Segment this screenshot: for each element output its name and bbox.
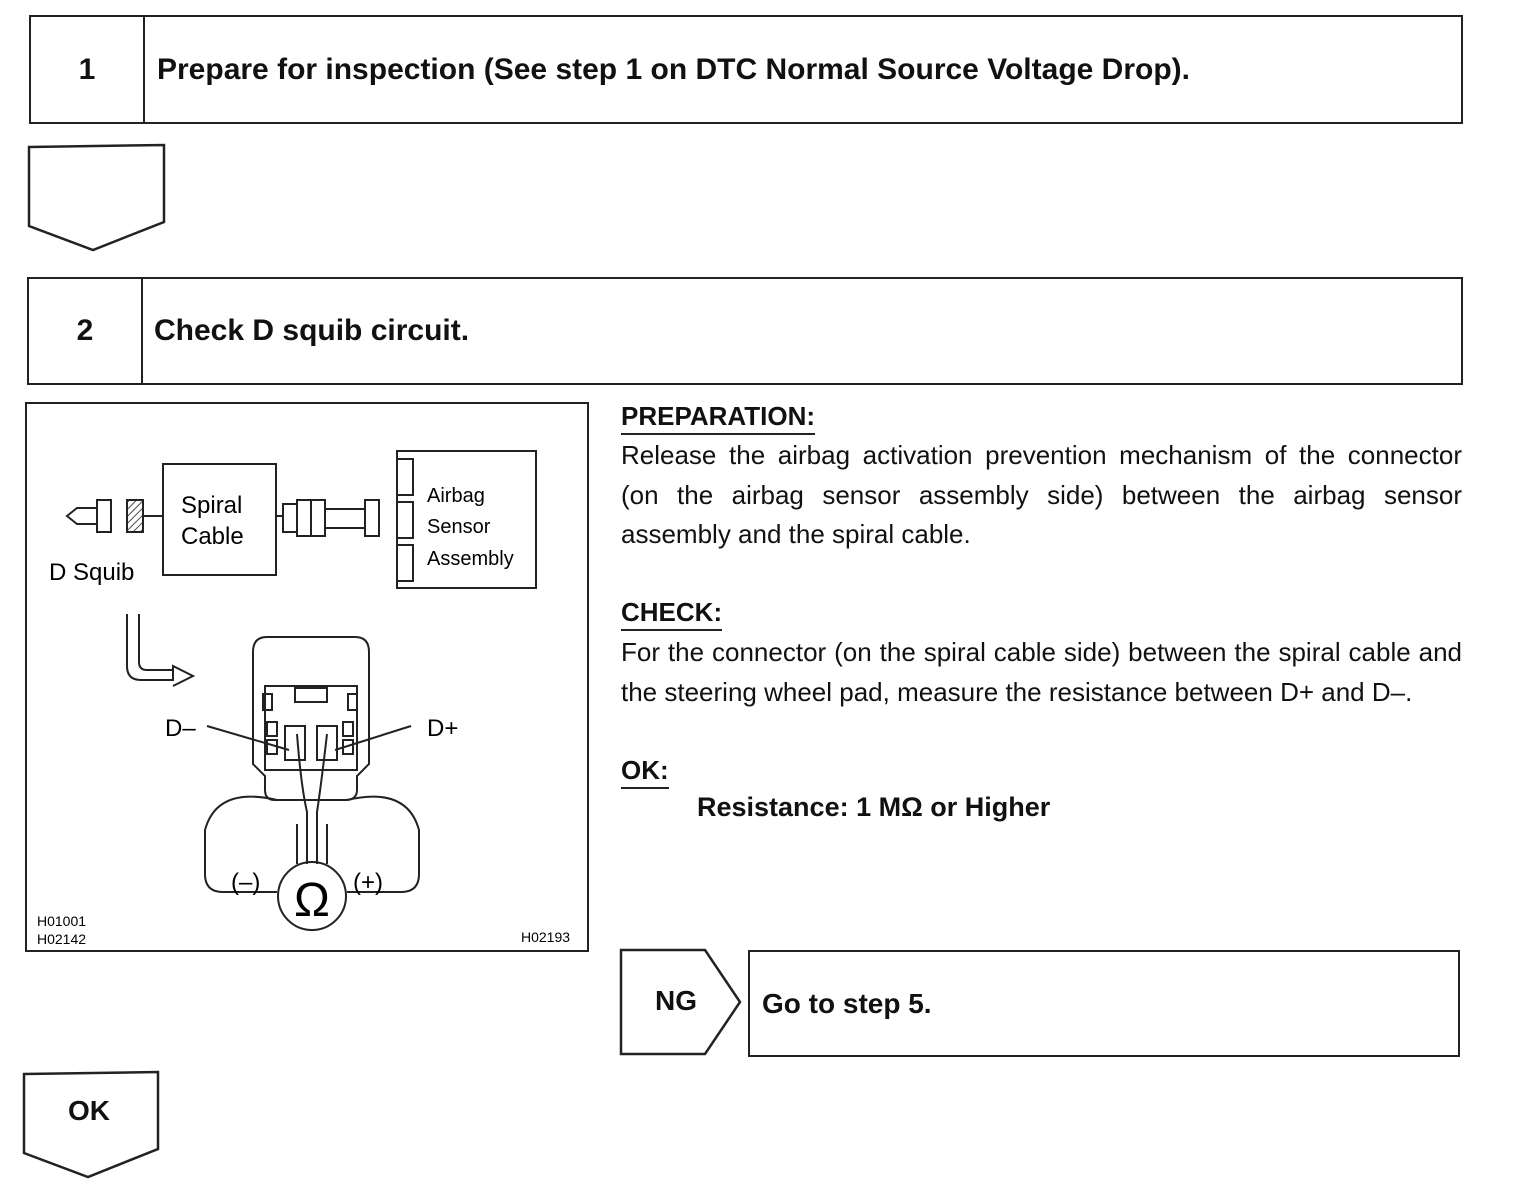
check-heading: CHECK: (621, 597, 722, 631)
bent-arrow-icon (127, 614, 193, 686)
preparation-heading: PREPARATION: (621, 401, 815, 435)
step-2-box (27, 277, 1463, 385)
step-1-number: 1 (31, 17, 145, 122)
diagram-canvas (27, 404, 587, 950)
connector-body (253, 637, 369, 800)
squib-connector-female (127, 500, 143, 532)
label-meter-plus: (+) (353, 869, 383, 896)
figure-code-2: H02142 (37, 931, 87, 947)
figure-code-1: H01001 (37, 913, 87, 929)
wiring-diagram (25, 402, 589, 952)
flow-arrow-1 (26, 142, 168, 254)
label-d-squib: D Squib (49, 559, 135, 586)
preparation-text: Release the airbag activation prevention mechanism of the connector (on the airbag sensor assembly side) between the airbag sensor assembly and the spiral cable. (621, 440, 1462, 549)
label-airbag: Airbag (427, 485, 485, 507)
spiral-cable-box (163, 464, 276, 575)
ohm-symbol: Ω (294, 874, 330, 927)
squib-plug-shape (67, 508, 97, 524)
label-d-plus: D+ (427, 715, 459, 742)
ok-label: OK (68, 1095, 110, 1126)
ok-heading: OK: (621, 755, 669, 789)
label-assembly: Assembly (427, 548, 514, 570)
ng-action-text: Go to step 5. (762, 987, 932, 1019)
label-d-minus: D– (165, 715, 196, 742)
label-spiral: Spiral (181, 492, 243, 519)
step-1-title: Prepare for inspection (See step 1 on DTC Normal Source Voltage Drop). (157, 52, 1190, 86)
label-sensor: Sensor (427, 516, 491, 538)
step-2-number: 2 (29, 279, 143, 383)
ng-label: NG (655, 985, 697, 1016)
resistance-spec: Resistance: 1 MΩ or Higher (697, 792, 1051, 822)
label-cable: Cable (181, 523, 244, 550)
squib-connector-male (97, 500, 111, 532)
check-text: For the connector (on the spiral cable side) between the spiral cable and the steering wheel pad, measure the resistance between D+ and D–. (621, 637, 1462, 707)
ng-action-box (748, 950, 1460, 1057)
label-meter-minus: (–) (231, 869, 261, 896)
step-2-title: Check D squib circuit. (154, 314, 470, 347)
step-1-box (29, 15, 1463, 124)
figure-code-3: H02193 (521, 929, 571, 945)
